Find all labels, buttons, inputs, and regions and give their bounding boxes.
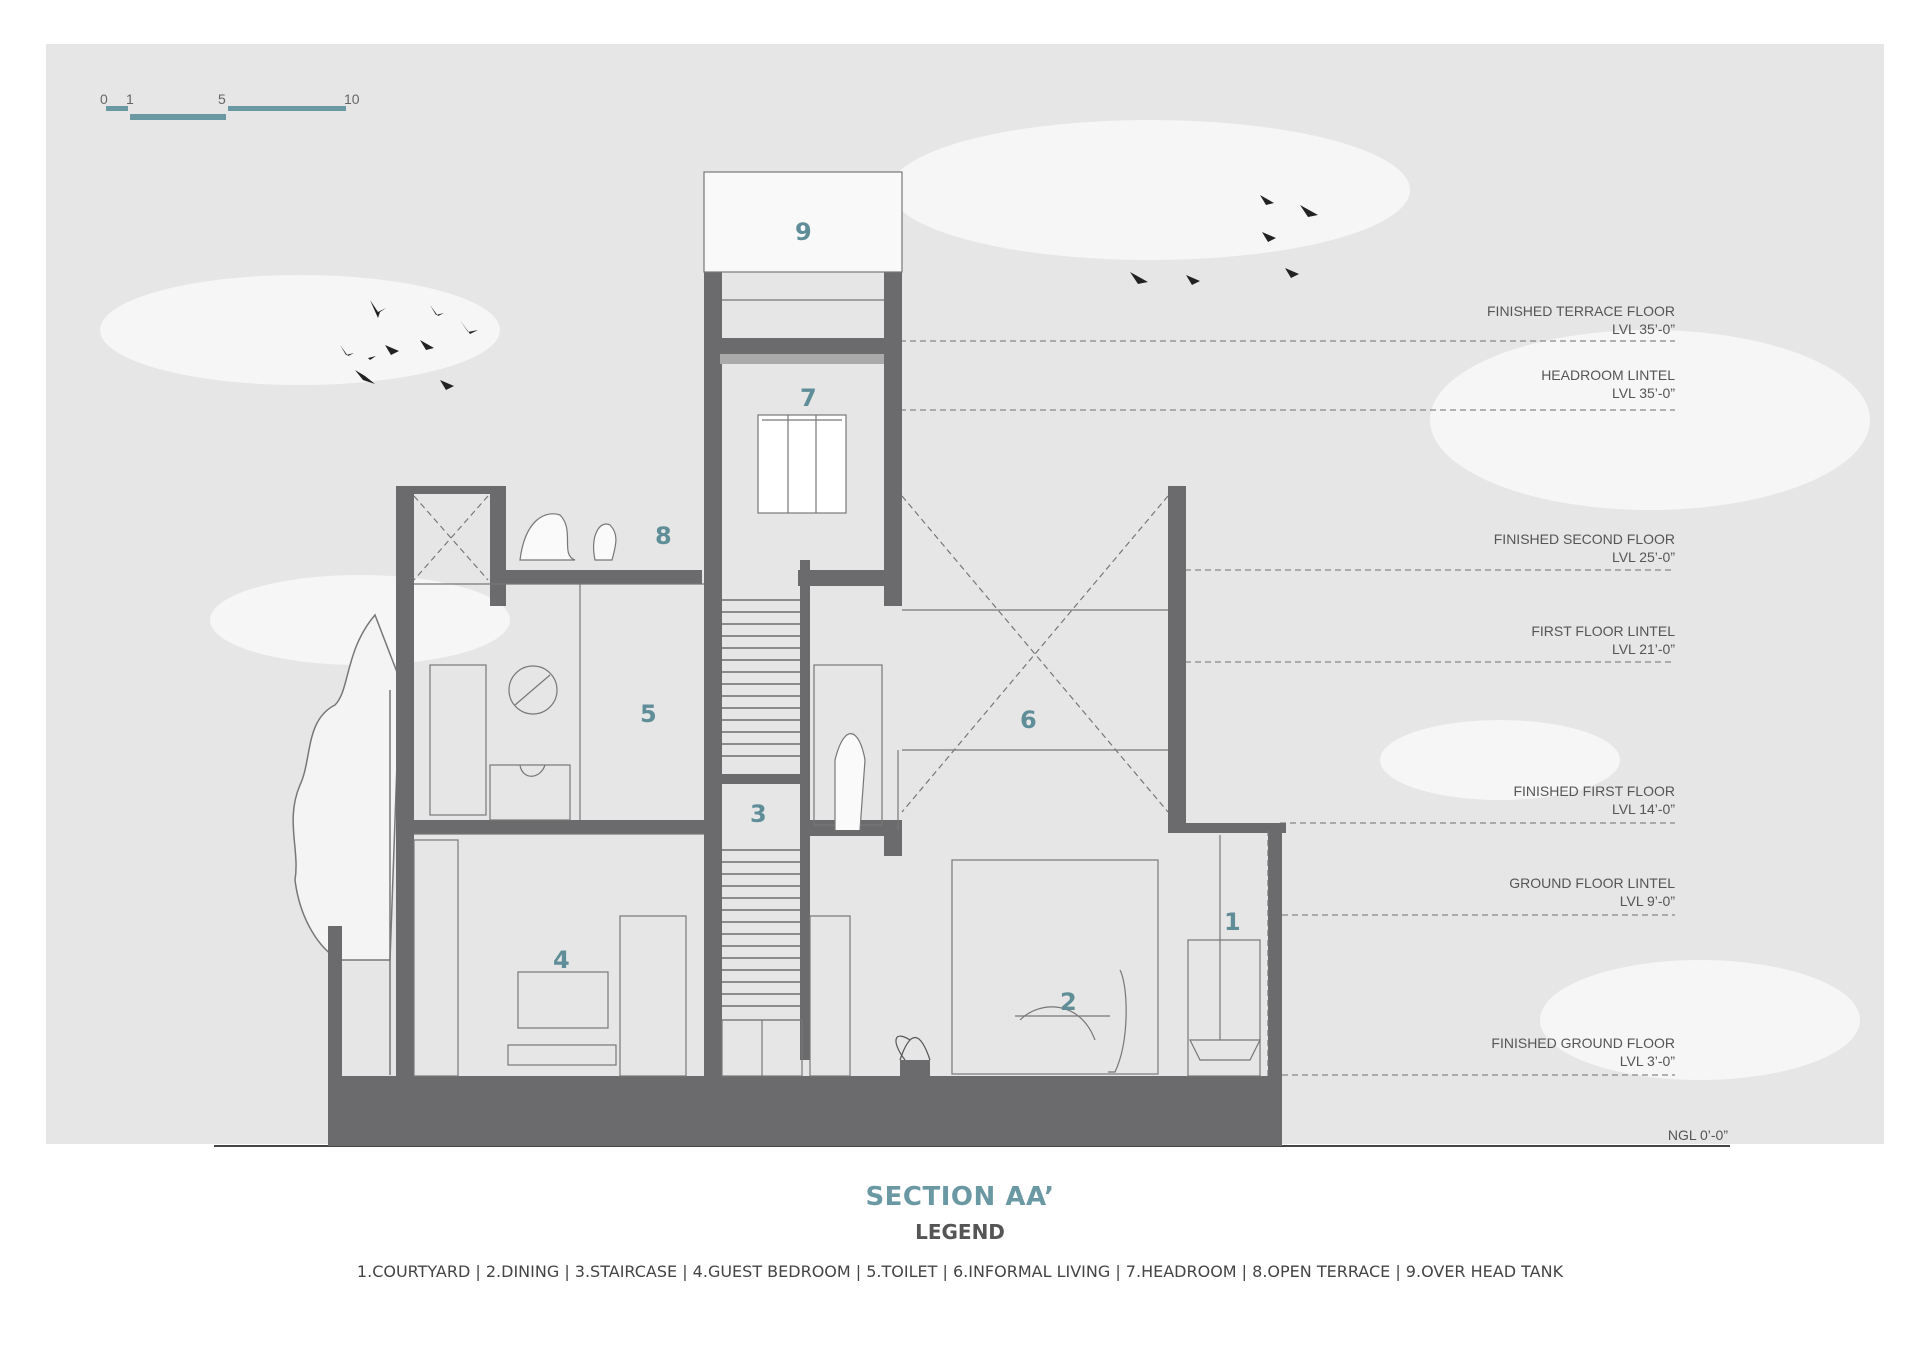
level-name-terrace: FINISHED TERRACE FLOOR: [1487, 303, 1675, 319]
legend-heading: LEGEND: [915, 1220, 1005, 1244]
level-value-ground-floor-lintel: LVL 9’-0”: [1619, 893, 1675, 909]
room-number-7: 7: [800, 384, 817, 412]
room-number-5: 5: [640, 700, 657, 728]
scale-tick-1: 1: [126, 91, 134, 107]
level-value-ground-floor: LVL 3’-0”: [1619, 1053, 1675, 1069]
ngl-label: NGL 0’-0”: [1667, 1127, 1728, 1143]
legend-text: 1.COURTYARD | 2.DINING | 3.STAIRCASE | 4.GUEST BEDROOM | 5.TOILET | 6.INFORMAL LIVING | 7.HEADROOM | 8.OPEN TERRACE | 9.OVER HEAD TANK: [356, 1262, 1564, 1281]
level-value-terrace: LVL 35’-0”: [1611, 321, 1675, 337]
level-name-first-floor-lintel: FIRST FLOOR LINTEL: [1531, 623, 1675, 639]
room-number-8: 8: [655, 522, 672, 550]
level-name-headroom-lintel: HEADROOM LINTEL: [1541, 367, 1675, 383]
scale-tick-0: 0: [100, 91, 108, 107]
room-number-1: 1: [1224, 908, 1241, 936]
section-title: SECTION AA’: [865, 1182, 1055, 1212]
room-number-2: 2: [1060, 988, 1077, 1016]
scale-tick-10: 10: [344, 91, 360, 107]
level-name-ground-floor-lintel: GROUND FLOOR LINTEL: [1509, 875, 1675, 891]
level-name-ground-floor: FINISHED GROUND FLOOR: [1491, 1035, 1675, 1051]
level-name-first-floor: FINISHED FIRST FLOOR: [1513, 783, 1675, 799]
room-number-3: 3: [750, 800, 767, 828]
room-number-4: 4: [553, 946, 570, 974]
level-name-second-floor: FINISHED SECOND FLOOR: [1493, 531, 1675, 547]
room-number-9: 9: [795, 218, 812, 246]
level-value-second-floor: LVL 25’-0”: [1611, 549, 1675, 565]
room-number-6: 6: [1020, 706, 1037, 734]
scale-tick-5: 5: [218, 91, 226, 107]
level-value-headroom-lintel: LVL 35’-0”: [1611, 385, 1675, 401]
level-value-first-floor: LVL 14’-0”: [1611, 801, 1675, 817]
level-value-first-floor-lintel: LVL 21’-0”: [1611, 641, 1675, 657]
